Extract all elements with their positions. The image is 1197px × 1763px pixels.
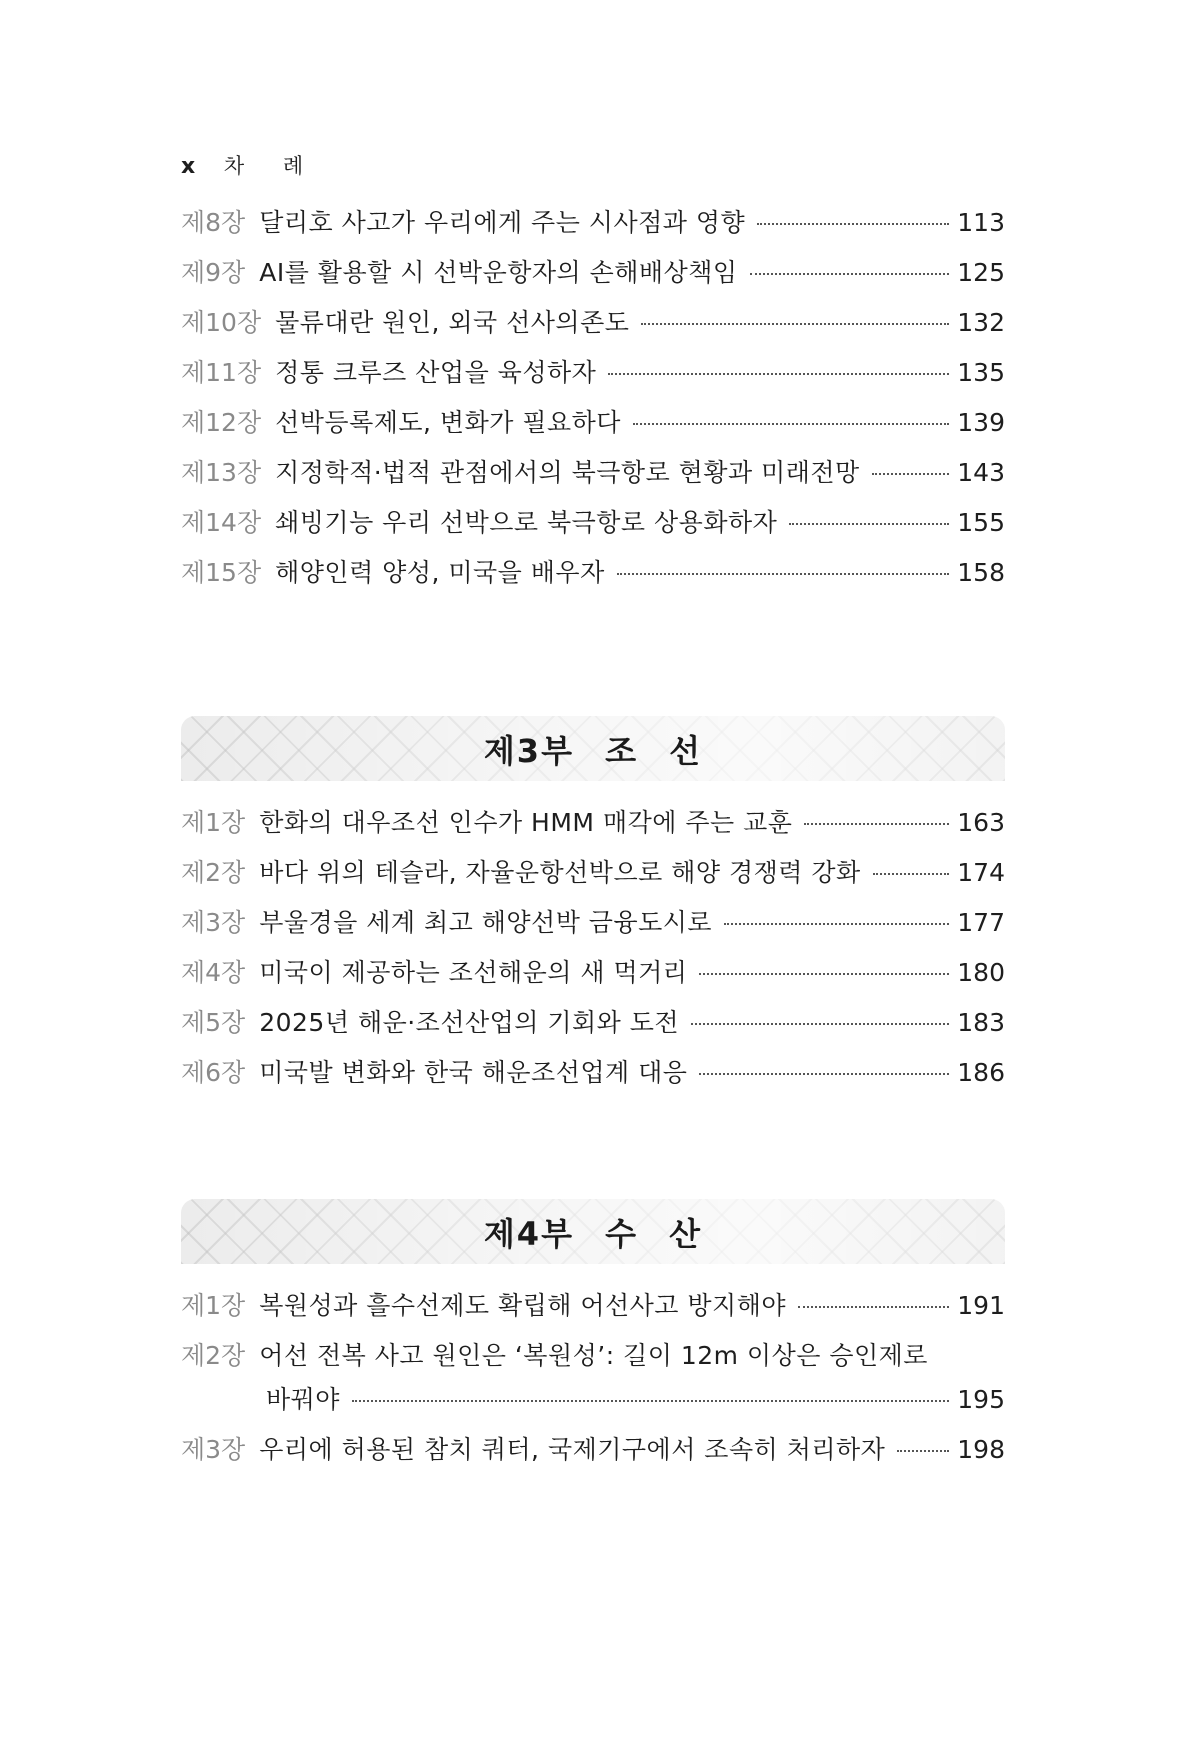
toc-entry[interactable] bbox=[181, 253, 1005, 303]
toc-entry[interactable] bbox=[181, 803, 1005, 853]
chapter-number: 제14장 bbox=[181, 508, 262, 537]
dot-leader bbox=[608, 373, 949, 375]
section-title: 차 례 bbox=[223, 154, 320, 178]
chapter-title: 달리호 사고가 우리에게 주는 시사점과 영향 bbox=[259, 208, 746, 237]
toc-entry[interactable] bbox=[181, 453, 1005, 503]
page-number: 180 bbox=[957, 958, 1005, 987]
toc-entry[interactable] bbox=[181, 1430, 1005, 1480]
toc-part4-list bbox=[181, 1286, 1005, 1480]
part3-title: 제3부 조 선 bbox=[483, 731, 703, 770]
part4-title: 제4부 수 산 bbox=[483, 1214, 703, 1253]
chapter-title: 미국이 제공하는 조선해운의 새 먹거리 bbox=[259, 958, 688, 987]
chapter-number: 제13장 bbox=[181, 458, 262, 487]
toc-entry[interactable] bbox=[181, 953, 1005, 1003]
page-number: 113 bbox=[957, 208, 1005, 237]
dot-leader bbox=[352, 1400, 949, 1402]
page-number: 155 bbox=[957, 508, 1005, 537]
toc-part3-list bbox=[181, 803, 1005, 1103]
dot-leader bbox=[897, 1450, 949, 1452]
dot-leader bbox=[757, 223, 949, 225]
chapter-number: 제12장 bbox=[181, 408, 262, 437]
toc-entry[interactable] bbox=[181, 903, 1005, 953]
dot-leader bbox=[724, 923, 949, 925]
chapter-number: 제10장 bbox=[181, 308, 262, 337]
chapter-title: 해양인력 양성, 미국을 배우자 bbox=[275, 558, 605, 587]
toc-entry[interactable] bbox=[181, 353, 1005, 403]
chapter-number: 제1장 bbox=[181, 1291, 246, 1320]
page-number: 132 bbox=[957, 308, 1005, 337]
dot-leader bbox=[641, 323, 949, 325]
dot-leader bbox=[873, 873, 950, 875]
page-marker: x bbox=[181, 154, 196, 179]
chapter-title: AI를 활용할 시 선박운항자의 손해배상책임 bbox=[259, 258, 738, 287]
page-number: 183 bbox=[957, 1008, 1005, 1037]
page-number: 139 bbox=[957, 408, 1005, 437]
toc-entry[interactable] bbox=[181, 203, 1005, 253]
dot-leader bbox=[789, 523, 949, 525]
chapter-title: 쇄빙기능 우리 선박으로 북극항로 상용화하자 bbox=[275, 508, 778, 537]
chapter-title: 바다 위의 테슬라, 자율운항선박으로 해양 경쟁력 강화 bbox=[259, 858, 861, 887]
chapter-number: 제5장 bbox=[181, 1008, 246, 1037]
toc-entry[interactable] bbox=[181, 1003, 1005, 1053]
chapter-number: 제15장 bbox=[181, 558, 262, 587]
page-number: 186 bbox=[957, 1058, 1005, 1087]
page-number: 191 bbox=[957, 1291, 1005, 1320]
dot-leader bbox=[699, 973, 949, 975]
toc-part2-list bbox=[181, 203, 1005, 603]
chapter-title: 부울경을 세계 최고 해양선박 금융도시로 bbox=[259, 908, 713, 937]
chapter-title: 정통 크루즈 산업을 육성하자 bbox=[275, 358, 597, 387]
dot-leader bbox=[804, 823, 949, 825]
chapter-title: 미국발 변화와 한국 해운조선업계 대응 bbox=[259, 1058, 688, 1087]
page-number: 177 bbox=[957, 908, 1005, 937]
toc-entry[interactable] bbox=[181, 1286, 1005, 1336]
chapter-number: 제2장 bbox=[181, 858, 246, 887]
page-number: 125 bbox=[957, 258, 1005, 287]
page-number: 158 bbox=[957, 558, 1005, 587]
dot-leader bbox=[633, 423, 949, 425]
dot-leader bbox=[750, 273, 950, 275]
chapter-number: 제1장 bbox=[181, 808, 246, 837]
dot-leader bbox=[699, 1073, 949, 1075]
chapter-number: 제3장 bbox=[181, 908, 246, 937]
chapter-title: 선박등록제도, 변화가 필요하다 bbox=[275, 408, 621, 437]
toc-entry[interactable] bbox=[181, 1053, 1005, 1103]
chapter-number: 제8장 bbox=[181, 208, 246, 237]
chapter-title: 지정학적·법적 관점에서의 북극항로 현황과 미래전망 bbox=[275, 458, 860, 487]
page-number: 174 bbox=[957, 858, 1005, 887]
dot-leader bbox=[872, 473, 950, 475]
chapter-number: 제11장 bbox=[181, 358, 262, 387]
toc-entry[interactable] bbox=[181, 503, 1005, 553]
chapter-number: 제6장 bbox=[181, 1058, 246, 1087]
chapter-title: 2025년 해운·조선산업의 기회와 도전 bbox=[259, 1008, 680, 1037]
toc-entry[interactable] bbox=[181, 303, 1005, 353]
chapter-number: 제3장 bbox=[181, 1435, 246, 1464]
chapter-title: 어선 전복 사고 원인은 ‘복원성’: 길이 12m 이상은 승인제로 bbox=[259, 1341, 928, 1370]
chapter-number: 제2장 bbox=[181, 1341, 246, 1370]
toc-entry[interactable] bbox=[181, 553, 1005, 603]
toc-entry[interactable] bbox=[181, 1336, 1005, 1430]
chapter-title: 우리에 허용된 참치 쿼터, 국제기구에서 조속히 처리하자 bbox=[259, 1435, 886, 1464]
part4-heading-bar bbox=[181, 1199, 1005, 1264]
running-head bbox=[181, 150, 319, 180]
toc-entry[interactable] bbox=[181, 403, 1005, 453]
chapter-title-continued: 바꿔야 bbox=[266, 1385, 340, 1414]
page-number: 163 bbox=[957, 808, 1005, 837]
chapter-title: 물류대란 원인, 외국 선사의존도 bbox=[275, 308, 630, 337]
chapter-title: 복원성과 흘수선제도 확립해 어선사고 방지해야 bbox=[259, 1291, 787, 1320]
chapter-number: 제4장 bbox=[181, 958, 246, 987]
part3-heading-bar bbox=[181, 716, 1005, 781]
page-number: 135 bbox=[957, 358, 1005, 387]
dot-leader bbox=[691, 1023, 949, 1025]
page-number: 143 bbox=[957, 458, 1005, 487]
page-number: 195 bbox=[957, 1385, 1005, 1414]
dot-leader bbox=[798, 1306, 949, 1308]
dot-leader bbox=[617, 573, 950, 575]
toc-entry[interactable] bbox=[181, 853, 1005, 903]
chapter-title: 한화의 대우조선 인수가 HMM 매각에 주는 교훈 bbox=[259, 808, 793, 837]
chapter-number: 제9장 bbox=[181, 258, 246, 287]
page-number: 198 bbox=[957, 1435, 1005, 1464]
